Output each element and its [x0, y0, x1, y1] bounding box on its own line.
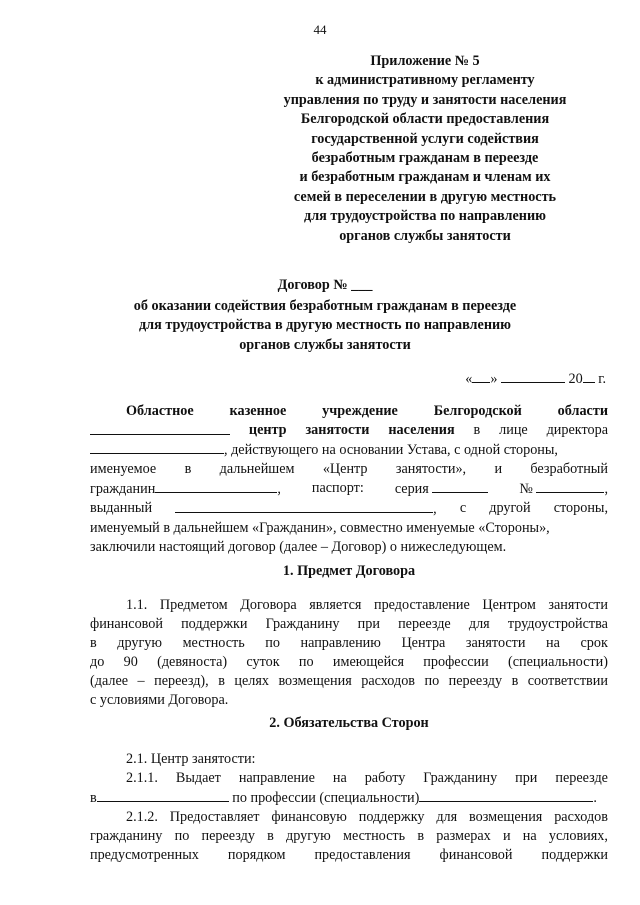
organization-name-blank	[90, 421, 230, 435]
appendix-line: безработным гражданам в переезде	[311, 150, 539, 167]
intro-paragraph	[90, 402, 608, 557]
year-suffix: г.	[598, 371, 606, 387]
intro-line: , действующего на основании Устава, с одной стороны,	[90, 440, 608, 460]
paragraph-line: 2.1.2. Предоставляет финансовую поддержку для возмещения расходов	[126, 809, 608, 825]
paragraph-line: предусмотренных порядком предоставления финансовой поддержки	[90, 847, 608, 863]
page-number: 44	[313, 22, 327, 37]
section2-paragraph	[90, 750, 608, 865]
month-blank	[501, 369, 565, 383]
appendix-line: семей в переселении в другую местность	[293, 188, 557, 205]
intro-line: гражданин , паспорт: серия № ,	[90, 480, 608, 497]
intro-line: центр занятости населения в лице директора	[90, 421, 608, 440]
section1-paragraph	[90, 596, 608, 710]
contract-subject-line: для трудоустройства в другую местность по направлению	[138, 317, 512, 334]
intro-line: заключили настоящий договор (далее – Договор) о нижеследующем.	[90, 539, 507, 555]
appendix-line: к административному регламенту	[315, 72, 535, 89]
contract-subject-line: органов службы занятости	[239, 336, 411, 353]
paragraph-line: с условиями Договора.	[90, 692, 229, 708]
intro-line: именуемый в дальнейшем «Гражданин», совместно именуемые «Стороны»,	[90, 520, 550, 536]
paragraph-line: до 90 (девяноста) суток по имеющейся профессии (специальности)	[90, 654, 608, 670]
appendix-line: государственной услуги содействия	[311, 130, 539, 147]
paragraph-line: 2.1.1. Выдает направление на работу Гражданину при переезде	[126, 770, 608, 786]
paragraph-line: в другую местность по направлению Центра занятости на срок	[90, 635, 608, 651]
appendix-line: Белгородской области предоставления	[300, 111, 550, 128]
contract-date	[465, 369, 606, 388]
paragraph-line: 2.1. Центр занятости:	[126, 751, 256, 767]
intro-line: именуемое в дальнейшем «Центр занятости», и безработный	[90, 461, 608, 477]
section-heading: 1. Предмет Договора	[282, 563, 416, 579]
paragraph-line: 1.1. Предметом Договора является предоставление Центром занятости	[126, 597, 608, 613]
appendix-line: органов службы занятости	[339, 227, 511, 244]
contract-subject-line: об оказании содействия безработным гражданам в переезде	[133, 297, 517, 314]
director-name-blank	[90, 440, 224, 454]
date-open-quote: «	[465, 371, 473, 387]
citizen-name-blank	[155, 479, 277, 493]
contract-number: Договор № ___	[277, 277, 373, 293]
paragraph-line: в по профессии (специальности) .	[90, 790, 597, 806]
destination-blank	[97, 788, 229, 802]
date-close-quote: »	[490, 371, 498, 387]
section-heading: 2. Обязательства Сторон	[269, 715, 429, 731]
appendix-line: Приложение № 5	[370, 53, 480, 69]
day-blank	[472, 369, 490, 383]
passport-series-blank	[432, 479, 488, 493]
appendix-line: и безработным гражданам и членам их	[299, 169, 551, 186]
year-blank	[583, 369, 595, 383]
passport-issued-by-blank	[175, 499, 433, 513]
appendix-line: управления по труду и занятости населения	[283, 91, 567, 108]
year-prefix: 20	[568, 371, 583, 387]
contract-title	[40, 276, 610, 355]
paragraph-line: (далее – переезд), в целях возмещения расходов по переезду в соответствии	[90, 673, 608, 689]
profession-blank	[419, 788, 593, 802]
intro-line: выданный , с другой стороны,	[90, 500, 608, 517]
appendix-line: для трудоустройства по направлению	[304, 208, 546, 225]
paragraph-line: гражданину по переезду в другую местность в размерах и на условиях,	[90, 828, 608, 844]
intro-line: Областное казенное учреждение Белгородской области	[126, 403, 608, 419]
passport-number-blank	[536, 479, 604, 493]
paragraph-line: финансовой поддержки Гражданину при переезде для трудоустройства	[90, 616, 608, 632]
appendix-header	[240, 52, 610, 246]
